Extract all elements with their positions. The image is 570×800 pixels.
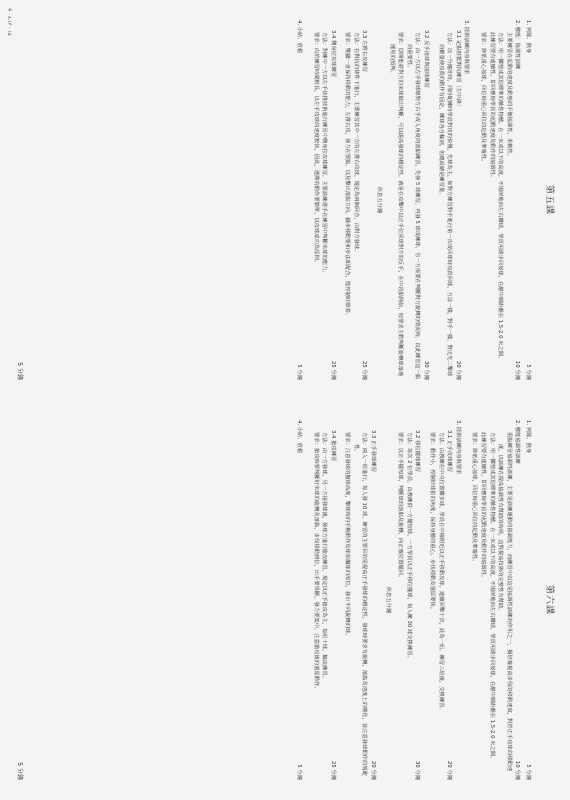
subsection-3-4: 3.4 側身拉攻球練習 25 分鐘 bbox=[329, 30, 336, 380]
subsection-3-2: 3.2 移位擺球練習 30 分鐘 bbox=[414, 430, 421, 780]
rest-note: 休息五分鐘 bbox=[384, 586, 391, 614]
subsection-3-3: 3.3 正手發球練習 20 分鐘 bbox=[370, 430, 377, 780]
paragraph: 方法：兩人一組進行，每人發 10 球，練習的主要目的是提高正手發球的穩定性，發球時要求有旋轉，落點及速度上的變化，並注意發球動作的規範性。 bbox=[352, 432, 368, 776]
paragraph: 要求：注意發球的拋球高度，擊球時的手腕動作及球拍觸球的部位，發出不同旋轉的球。 bbox=[344, 432, 351, 639]
paragraph: 要求：以正手擺短球，判斷球的落點及旋轉，向正確位置擺回。 bbox=[397, 432, 404, 581]
paragraph: 方法：每次 2 位學員，由教練供一方擺短球，一方學員以正手移位擺球，每人練 30 球交換練習。 bbox=[405, 432, 412, 661]
paragraph: 要求：動作小，控制好球拍的角度，保持身體的重心，步伐移動及還原要快。 bbox=[429, 432, 436, 613]
paragraph: 要求：由於練習時間較長，以左手攻球的速度較快，因此，選擇的動作要簡單，以攻球成功為原則。 bbox=[312, 32, 319, 266]
paragraph: 方法：用一擲墊或其他標準的軟性物體，在一米或以下的高度，不規律地向左右擲球，學員用跳步回接球，在離中線距離在 1.5-2.0 米之間。 bbox=[488, 432, 495, 762]
paragraph: 重點練習協調性訓練，主要是訓練運動的協調能力，而練習中以這是協調性訓練的作用之一，擬培養提高步伐的移動速度，對於正手攻球的移動速度，以訓練在提高協調性有幫助的時候，這對提高技術的完整性有幫助。 bbox=[497, 432, 512, 772]
paragraph: 要求：降低重心接球，回位時重心回位的起動及準確性。 bbox=[480, 32, 487, 165]
paragraph: 要求：雙腳一直保持移動的能力，左推右攻，發力在要點，以及擊出落點方向，腳步移動要和步法相配合，能控制好節奏。 bbox=[344, 32, 351, 319]
subsection-3-4: 3.4 搶攻練習 25 分鐘 bbox=[329, 430, 336, 780]
paragraph: 要求：即開能將對方的來球做出判斷，可以提高發球的穩定性，就是在攻擊中以正手位回球對方的反手，在中段點開始，按要求主動判斷旋轉球落地運用的預判。 bbox=[388, 32, 404, 377]
paragraph: 此練習要有連續性，即回應時學員的起動速度及動作的協調性。 bbox=[480, 432, 487, 581]
paragraph: 方法：對練中一方以左手快推技術進行練習中側身拉攻球練習，主要訓練選手在練習中判斷來球的能力。 bbox=[321, 32, 328, 276]
paragraph: 方法：由一方發球，另一方接發球後，發球方進行搶攻練習，規定以正手搶攻為主，每組十球，輪流練習。 bbox=[321, 432, 328, 681]
paragraph: 方法：由一方以左手發球線對方右手或人角度的落點練習，先發 5 球練習，再發 5 球或練球，另一方需要在判斷對方旋轉的情況時，以此練習這一點的重要性。 bbox=[405, 32, 421, 380]
rest-note: 休息五分鐘 bbox=[376, 186, 383, 214]
subsection-3-2: 3.2 反手接球與接球練習 30 分鐘 bbox=[423, 30, 430, 380]
lesson-title: 第五課 bbox=[544, 184, 554, 215]
subsection-3-3: 3.3 左推右攻練習 25 分鐘 bbox=[361, 30, 368, 380]
section-summary: 4. 小結、放鬆 5 分鐘 bbox=[295, 420, 302, 780]
paragraph: 方法：在對抗的條件下進行，主要練習其中一方的左推右攻球，規定為兩個回合，由對方發球。 bbox=[352, 32, 359, 255]
paragraph: 主要練習在起動的速度及動態的平衡協調性，柔軟性。 bbox=[505, 32, 512, 160]
page-footer: 5 分鐘 bbox=[16, 762, 23, 780]
margin-note: 4 · ۸.۱۴ · ۱۵ bbox=[6, 8, 12, 36]
section-technique: 3. 技術訓練內容與要求 bbox=[463, 20, 470, 75]
section-fitness: 2. 體能：協調性訓練 10 分鐘 bbox=[514, 20, 521, 380]
paragraph: 要求：搶攻時要判斷好來球的旋轉及落點，步伐移動到位，出手要果斷，發力要集中，注意搶攻後的還原動作。 bbox=[312, 432, 319, 692]
paragraph: 此練習要有連續性，即回應時學員的起動速度及動作的協調性。 bbox=[488, 32, 495, 181]
section-fitness: 2. 體能協調性訓練 10 分鐘 bbox=[514, 420, 521, 780]
section-warmup: 1. 列隊、熱身 5 分鐘 bbox=[525, 20, 531, 380]
subsection-3-1: 3.1 正手攻球練習 20 分鐘 bbox=[446, 430, 453, 780]
section-warmup: 1. 列隊、熱身 5 分鐘 bbox=[525, 420, 531, 780]
section-summary: 4. 小結、放鬆 5 分鐘 bbox=[295, 20, 302, 380]
section-technique: 3. 技術訓練內容與要求 bbox=[454, 420, 461, 475]
paragraph: 方法：用一擲墊或其他標準的軟性物體，在一米或以下的高度，不規律地向左右擲球，學員用跳步回接球，在離中線距離在 1.5-2.0 米之間。 bbox=[497, 32, 504, 362]
page-footer: 5 分鐘 bbox=[16, 362, 23, 380]
paragraph: 方法：由教練在中央位置擲多球，學員在中線附近以正手移動攻球，連續回擊十次，此為一組，練習三組後，交換練習。 bbox=[437, 432, 444, 713]
lesson-title: 第六課 bbox=[544, 584, 554, 615]
paragraph: 方法：以一分鐘計時，同時配練時學員對攻的快慢，先球為主，如對方練習對手進行第一次或回球時攻殺回球，方法一樣，對手一樣，對比先二擊球的數量使攻殺的動作有固定，練球各自輪詞，但總成績是練習量。 bbox=[437, 32, 453, 377]
paragraph: 要求：降低重心接球，回位時重心回位的起動及準確性。 bbox=[471, 432, 478, 565]
lesson-6-column bbox=[0, 400, 570, 800]
subsection-3-1: 3.1 定點射籃對抗練習（左中鋒） 20 分鐘 bbox=[454, 30, 461, 380]
